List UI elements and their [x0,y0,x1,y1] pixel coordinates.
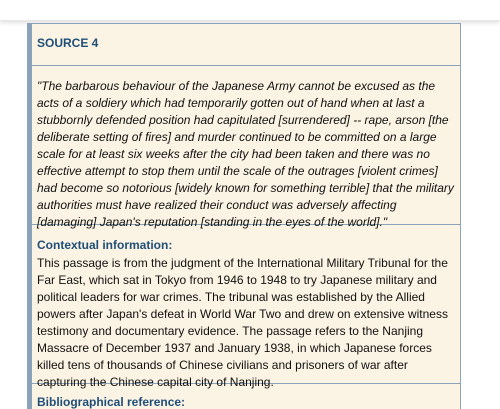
browser-top-bar [0,0,500,21]
source-quote: "The barbarous behaviour of the Japanese Army cannot be excused as the acts of a soldiery which had temporarily gotten out of hand when at last a stubbornly defended position had capitulated [surrendered] -- rape, arson [the deliberate setting of fires] and murder continued to be committed on a large scale for at least six weeks after the city had been taken and there was no effective attempt to stop them until the scale of the outrages [violent crimes] had become so notorious [widely known for something terrible] that the military authorities must have realized their conduct was adversely affecting [damaging] Japan's reputation [standing in the eyes of the world]." [37,79,454,229]
quote-section [32,66,460,229]
contextual-information-section [32,225,460,389]
source-card [27,23,461,409]
source-title-section [32,24,460,66]
source-label: SOURCE 4 [37,36,99,50]
contextual-information-heading: Contextual information: [37,238,173,252]
contextual-information-text: This passage is from the judgment of the International Military Tribunal for the Far East, which sat in Tokyo from 1946 to 1948 to try Japanese military and political leaders for war crimes. The tribunal was established by the Allied powers after Japan's defeat in World War Two and drew on extensive witness testimony and documentary evidence. The passage refers to the Nanjing Massacre of December 1937 and January 1938, in which Japanese forces killed tens of thousands of Chinese civilians and prisoners of war after capturing the Chinese capital city of Nanjing. [37,256,448,389]
bibliographical-reference-heading: Bibliographical reference: [37,395,186,409]
